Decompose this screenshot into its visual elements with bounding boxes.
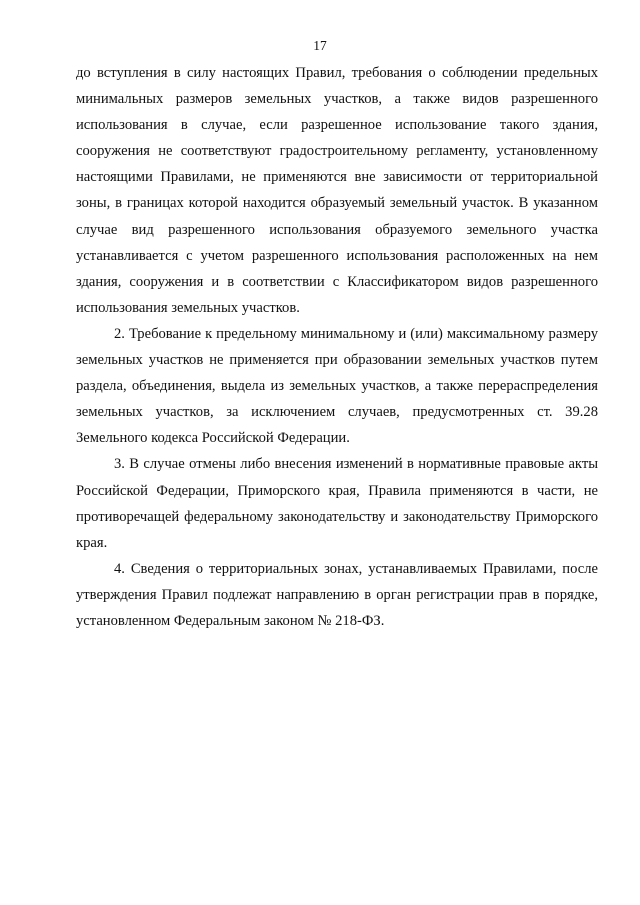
paragraph-continuation: до вступления в силу настоящих Правил, требования о соблюдении предельных минимальных размеров земельных участков, а также видов разрешенного использования в случае, если разрешенное использование такого здания, сооружения не соответствуют градостроительному регламенту, установленному настоящими Правилами, не применяются вне зависимости от территориальной зоны, в границах которой находится образуемый земельный участок. В указанном случае вид разрешенного использования образуемого земельного участка устанавливается с учетом разрешенного использования расположенных на нем здания, сооружения и в соответствии с Классификатором видов разрешенного использования земельных участков. [76, 65, 598, 316]
document-body [76, 60, 598, 634]
page-number: 17 [313, 38, 327, 53]
paragraph-item-4: 4. Сведения о территориальных зонах, устанавливаемых Правилами, после утверждения Правил подлежат направлению в орган регистрации прав в порядке, установленном Федеральным законом № 218-ФЗ. [76, 560, 598, 629]
paragraph-item-2: 2. Требование к предельному минимальному и (или) максимальному размеру земельных участков не применяется при образовании земельных участков путем раздела, объединения, выдела из земельных участков, а также перераспределения земельных участков, за исключением случаев, предусмотренных ст. 39.28 Земельного кодекса Российской Федерации. [76, 325, 598, 447]
paragraph-item-3: 3. В случае отмены либо внесения изменений в нормативные правовые акты Российской Федерации, Приморского края, Правила применяются в части, не противоречащей федеральному законодательству и законодательству Приморского края. [76, 456, 598, 551]
